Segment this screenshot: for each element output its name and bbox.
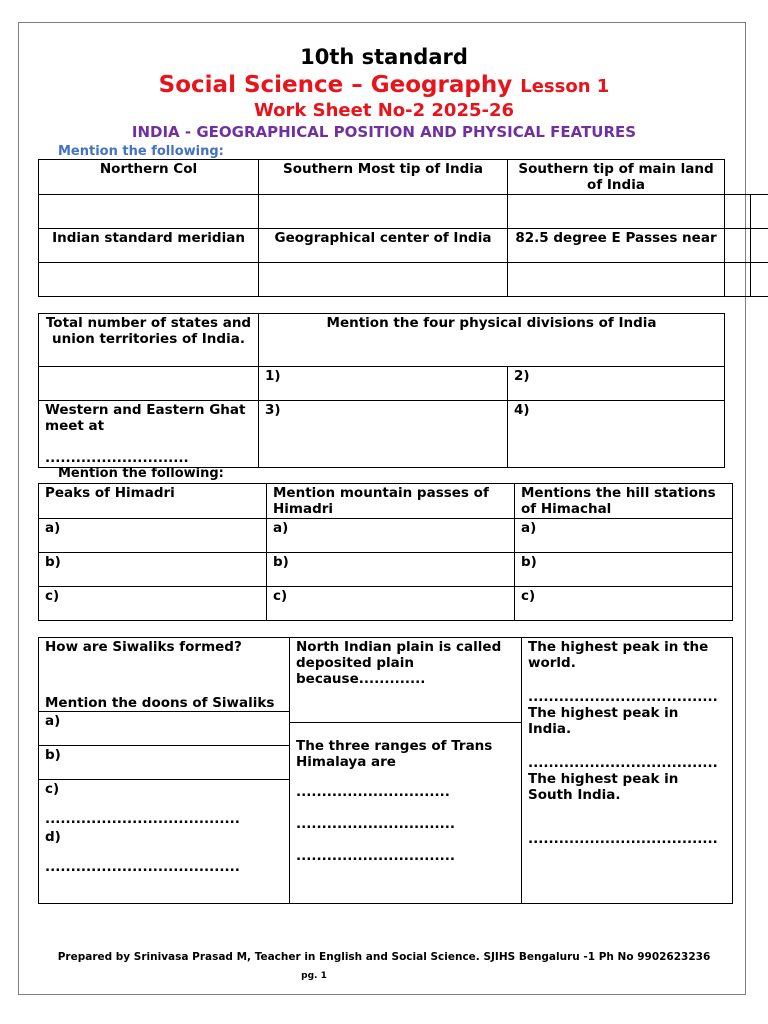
table-extension-line [724,194,768,195]
q-825-degree: 82.5 degree E Passes near [508,229,725,263]
trans-range-3[interactable]: ............................... [296,848,455,864]
q-trans-himalaya: The three ranges of Trans Himalaya are [296,738,493,770]
passes-b[interactable]: b) [267,553,515,587]
table-extension-line [724,296,768,297]
doon-c[interactable] [39,779,289,829]
footer-prepared-by: Prepared by Srinivasa Prasad M, Teacher in English and Social Science. SJIHS Bengaluru -1 Ph No 9902623236 [57,951,711,963]
doon-d-dots[interactable]: ...................................... [45,859,240,875]
peak-south-dots[interactable]: ..................................... [528,831,718,847]
section3-heading: Mention the following: [58,466,224,481]
answer-cell[interactable] [39,195,259,229]
division-1[interactable]: 1) [259,367,508,401]
q-peak-south: The highest peak in South India. [528,771,679,803]
peak-world-dots[interactable]: ..................................... [528,689,718,705]
answer-cell[interactable] [39,263,259,297]
peaks-b[interactable]: b) [39,553,267,587]
answer-cell[interactable] [508,195,725,229]
stations-a[interactable]: a) [515,519,733,553]
subject-title [0,72,768,98]
siwaliks-cell [39,638,290,904]
peaks-a[interactable]: a) [39,519,267,553]
division-3[interactable]: 3) [259,401,508,468]
division-2[interactable]: 2) [508,367,725,401]
doon-d[interactable] [45,829,283,875]
q-southern-tip-mainland: Southern tip of main land of India [508,160,725,195]
himadri-table [38,483,733,621]
q-northern-col: Northern Col [39,160,259,195]
ghats-meet-dots[interactable]: ............................ [45,450,189,466]
doon-b[interactable]: b) [39,745,289,779]
page-number: pg. 1 [301,971,327,981]
q-southern-most-tip: Southern Most tip of India [259,160,508,195]
worksheet-title: Work Sheet No-2 2025-26 [253,100,515,121]
answer-cell[interactable] [259,263,508,297]
lesson-text: Lesson 1 [520,76,610,97]
divisions-table [38,313,725,468]
answer-cell[interactable] [259,195,508,229]
himalaya-table [38,637,733,904]
trans-range-2[interactable]: ............................... [296,816,455,832]
doon-d-label: d) [45,829,61,845]
passes-a[interactable]: a) [267,519,515,553]
q-four-divisions: Mention the four physical divisions of India [259,314,725,367]
doon-a[interactable]: a) [39,711,289,745]
standard-title: 10th standard [300,45,468,69]
q-states-uts: Total number of states and union territories of India. [39,314,259,367]
answer-cell[interactable] [508,263,725,297]
section1-heading: Mention the following: [58,144,224,159]
peak-india-dots[interactable]: ..................................... [528,755,718,771]
table-extension-line [724,228,768,229]
q-geographical-center: Geographical center of India [259,229,508,263]
q-ghats-meet [39,401,259,468]
col-peaks-himadri: Peaks of Himadri [39,484,267,519]
stations-b[interactable]: b) [515,553,733,587]
q-peak-india: The highest peak in India. [528,705,679,737]
peaks-c[interactable]: c) [39,587,267,621]
ghats-meet-text: Western and Eastern Ghat meet at [45,402,246,434]
subject-text: Social Science – Geography [158,72,513,98]
trans-range-1[interactable]: .............................. [296,784,450,800]
q-peak-world: The highest peak in the world. [528,639,709,671]
peaks-cell [522,638,733,904]
division-4[interactable]: 4) [508,401,725,468]
passes-c[interactable]: c) [267,587,515,621]
doon-c-dots[interactable]: ...................................... [45,811,240,827]
position-table [38,159,725,297]
q-siwaliks-formed: How are Siwaliks formed? [45,639,242,655]
col-passes-himadri: Mention mountain passes of Himadri [267,484,515,519]
q-standard-meridian: Indian standard meridian [39,229,259,263]
doon-c-label: c) [45,781,60,797]
answer-cell[interactable] [39,367,259,401]
table-extension-line [724,262,768,263]
q-north-plain: North Indian plain is called deposited plain because............. [296,639,502,687]
q-doons-siwaliks: Mention the doons of Siwaliks [45,695,275,711]
trans-himalaya-block [290,722,521,864]
table-extension-divider [750,194,751,296]
stations-c[interactable]: c) [515,587,733,621]
topic-title: INDIA - GEOGRAPHICAL POSITION AND PHYSICAL FEATURES [131,123,637,141]
col-hill-stations: Mentions the hill stations of Himachal [515,484,733,519]
plain-trans-cell [290,638,522,904]
